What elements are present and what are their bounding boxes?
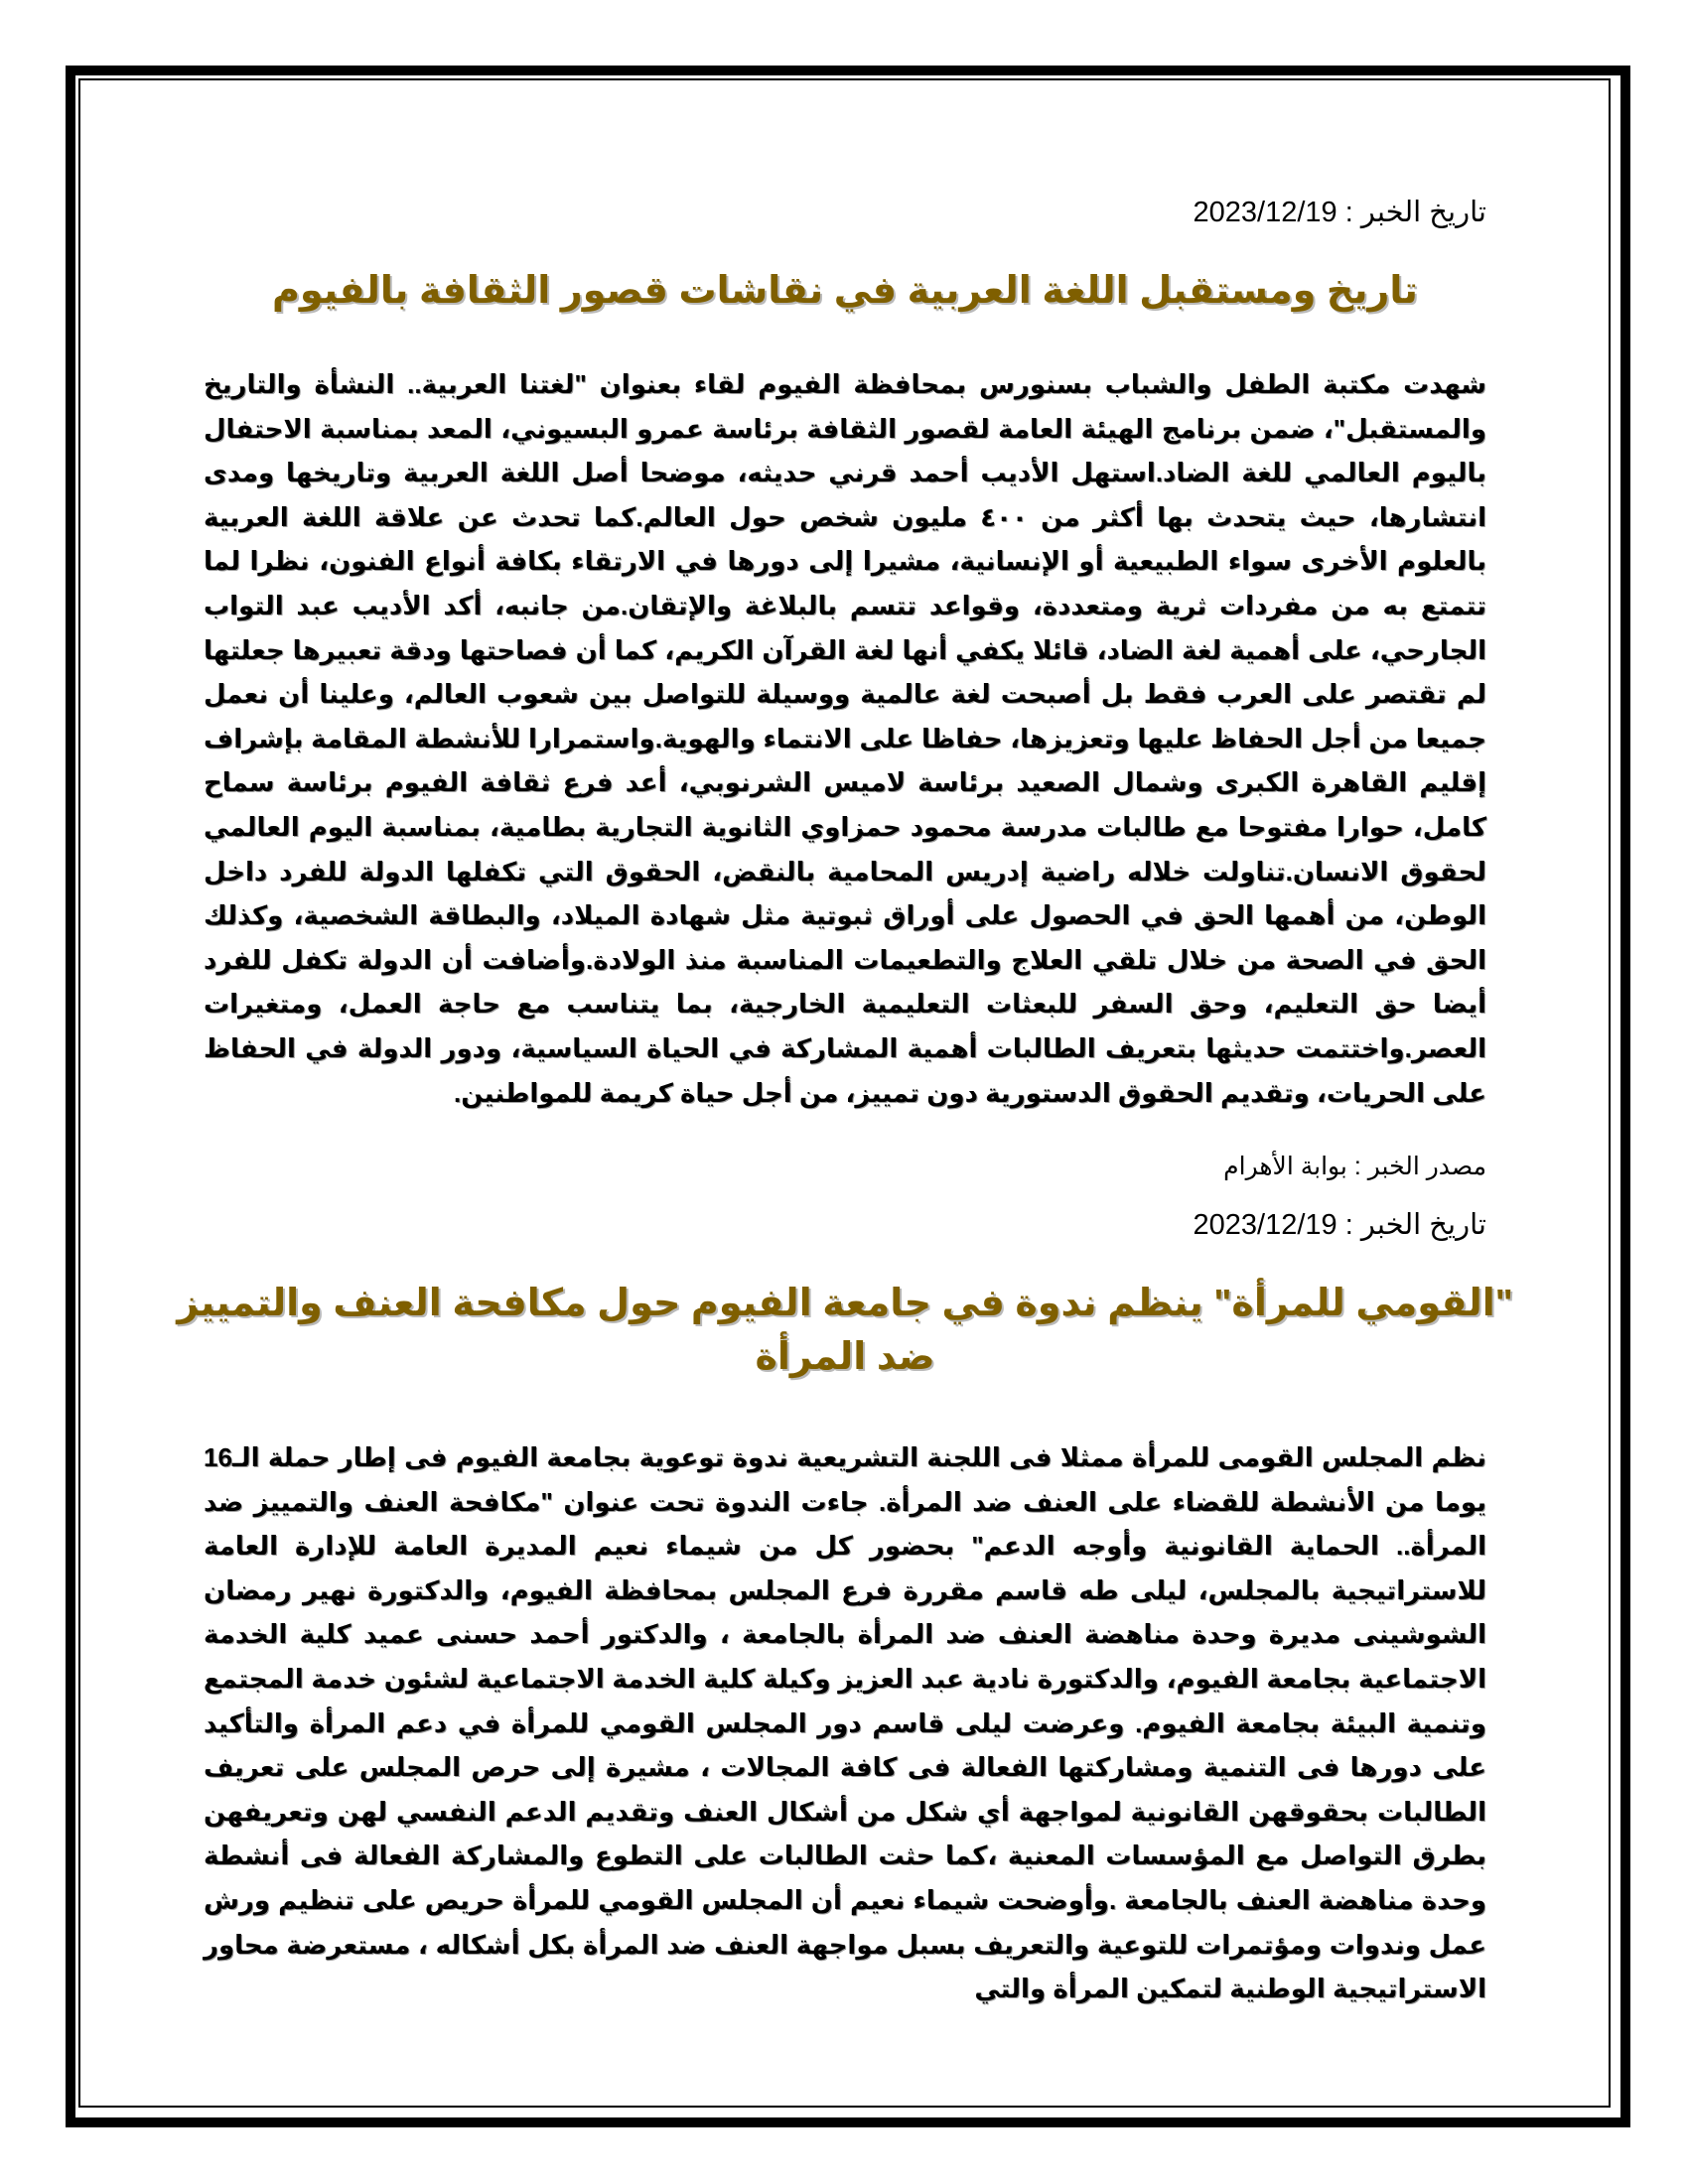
article-1-source-label: مصدر الخبر : (1353, 1153, 1486, 1180)
article-2-dateline (1194, 1207, 1486, 1242)
article-1-source (1223, 1152, 1486, 1181)
article-1-headline: تاريخ ومستقبل اللغة العربية في نقاشات قصور الثقافة بالفيوم (272, 270, 1418, 312)
article-2-headline: "القومي للمرأة" ينظم ندوة في جامعة الفيوم حول مكافحة العنف والتمييز ضد المرأة (177, 1283, 1513, 1378)
article-1-dateline (1194, 195, 1486, 229)
article-2-date-label: تاريخ الخبر : (1344, 1209, 1486, 1241)
article-2-date-value: 2023/12/19 (1193, 1209, 1337, 1241)
article-1-date-label: تاريخ الخبر : (1344, 197, 1486, 228)
article-1-body: شهدت مكتبة الطفل والشباب بسنورس بمحافظة الفيوم لقاء بعنوان "لغتنا العربية.. النشأة والتاريخ والمستقبل"، ضمن برنامج الهيئة العامة لقصور الثقافة برئاسة عمرو البسيوني، المعد بمناسبة الاحتفال باليوم العالمي للغة الضاد.استهل الأديب أحمد قرني حديثه، موضحا أصل اللغة العربية وتاريخها ومدى انتشارها، حيث يتحدث بها أكثر من ٤٠٠ مليون شخص حول العالم.كما تحدث عن علاقة اللغة العربية بالعلوم الأخرى سواء الطبيعية أو الإنسانية، مشيرا إلى دورها في الارتقاء بكافة أنواع الفنون، نظرا لما تتمتع به من مفردات ثرية ومتعددة، وقواعد تتسم بالبلاغة والإتقان.من جانبه، أكد الأديب عبد التواب الجارحي، على أهمية لغة الضاد، قائلا يكفي أنها لغة القرآن الكريم، كما أن فصاحتها ودقة تعبيرها جعلتها لم تقتصر على العرب فقط بل أصبحت لغة عالمية ووسيلة للتواصل بين شعوب العالم، وعلينا أن نعمل جميعا من أجل الحفاظ عليها وتعزيزها، حفاظا على الانتماء والهوية.واستمرارا للأنشطة المقامة بإشراف إقليم القاهرة الكبرى وشمال الصعيد برئاسة لاميس الشرنوبي، أعد فرع ثقافة الفيوم برئاسة سماح كامل، حوارا مفتوحا مع طالبات مدرسة محمود حمزاوي الثانوية التجارية بطامية، بمناسبة اليوم العالمي لحقوق الانسان.تناولت خلاله راضية إدريس المحامية بالنقض، الحقوق التي تكفلها الدولة للفرد داخل الوطن، من أهمها الحق في الحصول على أوراق ثبوتية مثل شهادة الميلاد، والبطاقة الشخصية، وكذلك الحق في الصحة من خلال تلقي العلاج والتطعيمات المناسبة منذ الولادة.وأضافت أن الدولة تكفل للفرد أيضا حق التعليم، وحق السفر للبعثات التعليمية الخارجية، بما يتناسب مع حاجة العمل، ومتغيرات العصر.واختتمت حديثها بتعريف الطالبات أهمية المشاركة في الحياة السياسية، ودور الدولة في الحفاظ على الحريات، وتقديم الحقوق الدستورية دون تمييز، من أجل حياة كريمة للمواطنين. (204, 369, 1486, 1108)
article-2-body: نظم المجلس القومى للمرأة ممثلا فى اللجنة التشريعية ندوة توعوية بجامعة الفيوم فى إطار حملة الـ16 يوما من الأنشطة للقضاء على العنف ضد المرأة. جاءت الندوة تحت عنوان "مكافحة العنف والتمييز ضد المرأة.. الحماية القانونية وأوجه الدعم" بحضور كل من شيماء نعيم المديرة العامة للإدارة العامة للاستراتيجية بالمجلس، ليلى طه قاسم مقررة فرع المجلس بمحافظة الفيوم، والدكتورة نهير رمضان الشوشينى مديرة وحدة مناهضة العنف ضد المرأة بالجامعة ، والدكتور أحمد حسنى عميد كلية الخدمة الاجتماعية بجامعة الفيوم، والدكتورة نادية عبد العزيز وكيلة كلية الخدمة الاجتماعية لشئون خدمة المجتمع وتنمية البيئة بجامعة الفيوم. وعرضت ليلى قاسم دور المجلس القومي للمرأة في دعم المرأة والتأكيد على دورها فى التنمية ومشاركتها الفعالة فى كافة المجالات ، مشيرة إلى حرص المجلس على تعريف الطالبات بحقوقهن القانونية لمواجهة أي شكل من أشكال العنف وتقديم الدعم النفسي لهن وتعريفهن بطرق التواصل مع المؤسسات المعنية ،كما حثت الطالبات على التطوع والمشاركة الفعالة فى أنشطة وحدة مناهضة العنف بالجامعة .وأوضحت شيماء نعيم أن المجلس القومي للمرأة حريص على تنظيم ورش عمل وندوات ومؤتمرات للتوعية والتعريف بسبل مواجهة العنف ضد المرأة بكل أشكاله ، مستعرضة محاور الاستراتيجية الوطنية لتمكين المرأة والتي (204, 1442, 1486, 2004)
article-1-date-value: 2023/12/19 (1193, 197, 1337, 228)
article-1-source-value: بوابة الأهرام (1223, 1153, 1347, 1180)
